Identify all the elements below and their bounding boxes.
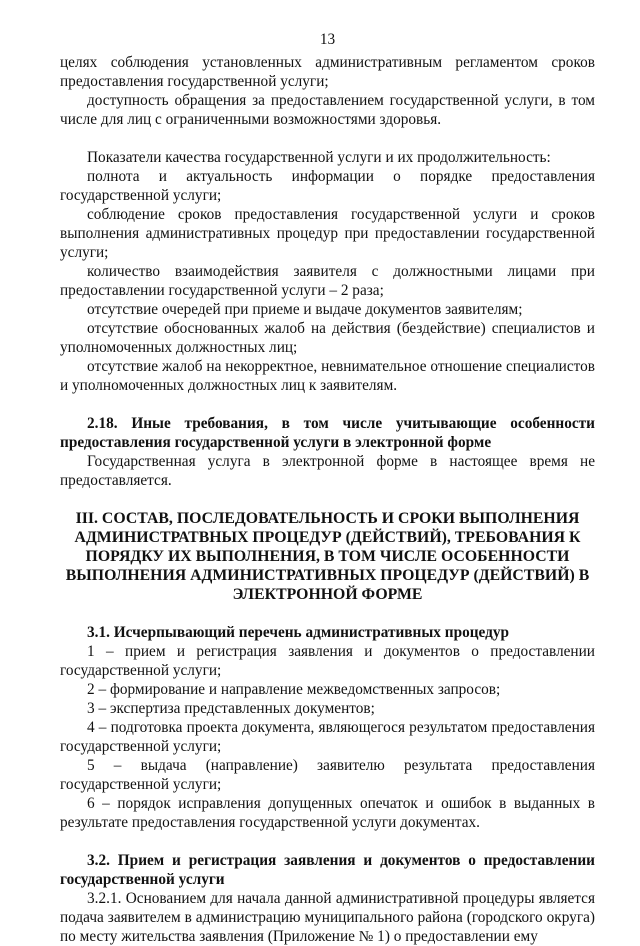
quality-item: отсутствие очередей при приеме и выдаче документов заявителям;: [87, 301, 523, 318]
procedure-item: 4 – подготовка проекта документа, являющегося результатом предоставления государственной услуги;: [60, 719, 595, 755]
procedure-item: 3 – экспертиза представленных документов;: [87, 700, 375, 717]
section-title-line: III. СОСТАВ, ПОСЛЕДОВАТЕЛЬНОСТЬ И СРОКИ ВЫПОЛНЕНИЯ: [75, 510, 580, 527]
section-title-line: ЭЛЕКТРОННОЙ ФОРМЕ: [232, 586, 423, 603]
page-number: 13: [319, 31, 336, 48]
quality-intro: Показатели качества государственной услуги и их продолжительность:: [87, 149, 551, 166]
section-2-18-heading: 2.18. Иные требования, в том числе учитывающие особенности предоставления государственной услуги в электронной форме: [60, 415, 595, 451]
section-3-title: [60, 509, 595, 604]
paragraph: доступность обращения за предоставлением государственной услуги, в том числе для лиц с ограниченными возможностями здоровья.: [60, 92, 595, 128]
procedure-item: 2 – формирование и направление межведомственных запросов;: [87, 681, 501, 698]
section-title-line: АДМИНИСТРАТВНЫХ ПРОЦЕДУР (ДЕЙСТВИЙ), ТРЕБОВАНИЯ К: [74, 529, 581, 546]
section-3-1-heading: 3.1. Исчерпывающий перечень административных процедур: [87, 624, 510, 641]
quality-item: отсутствие жалоб на некорректное, невнимательное отношение специалистов и уполномоченных должностных лиц к заявителям.: [60, 358, 595, 394]
quality-item: отсутствие обоснованных жалоб на действия (бездействие) специалистов и уполномоченных должностных лиц;: [60, 320, 595, 356]
procedure-item: 1 – прием и регистрация заявления и документов о предоставлении государственной услуги;: [60, 643, 595, 679]
procedure-item: 5 – выдача (направление) заявителю результата предоставления государственной услуги;: [60, 757, 595, 793]
procedure-item: 6 – порядок исправления допущенных опечаток и ошибок в выданных в результате предоставления государственной услуги документах.: [60, 795, 595, 831]
quality-item: полнота и актуальность информации о порядке предоставления государственной услуги;: [60, 168, 595, 204]
quality-item: соблюдение сроков предоставления государственной услуги и сроков выполнения административных процедур при предоставлении государственной услуги;: [60, 206, 595, 261]
paragraph: целях соблюдения установленных административным регламентом сроков предоставления государственной услуги;: [60, 54, 595, 90]
section-title-line: ПОРЯДКУ ИХ ВЫПОЛНЕНИЯ, В ТОМ ЧИСЛЕ ОСОБЕННОСТИ: [85, 548, 570, 565]
section-3-2-heading: 3.2. Прием и регистрация заявления и документов о предоставлении государственной услуги: [60, 852, 595, 888]
quality-item: количество взаимодействия заявителя с должностными лицами при предоставлении государственной услуги – 2 раза;: [60, 263, 595, 299]
section-title-line: ВЫПОЛНЕНИЯ АДМИНИСТРАТИВНЫХ ПРОЦЕДУР (ДЕЙСТВИЙ) В: [65, 567, 590, 584]
section-3-2-text: 3.2.1. Основанием для начала данной административной процедуры является подача заявителем в администрацию муниципального района (городского округа) по месту жительства заявления (Приложение № 1) о предоставлении ему: [60, 890, 595, 945]
section-2-18-text: Государственная услуга в электронной форме в настоящее время не предоставляется.: [60, 453, 595, 489]
